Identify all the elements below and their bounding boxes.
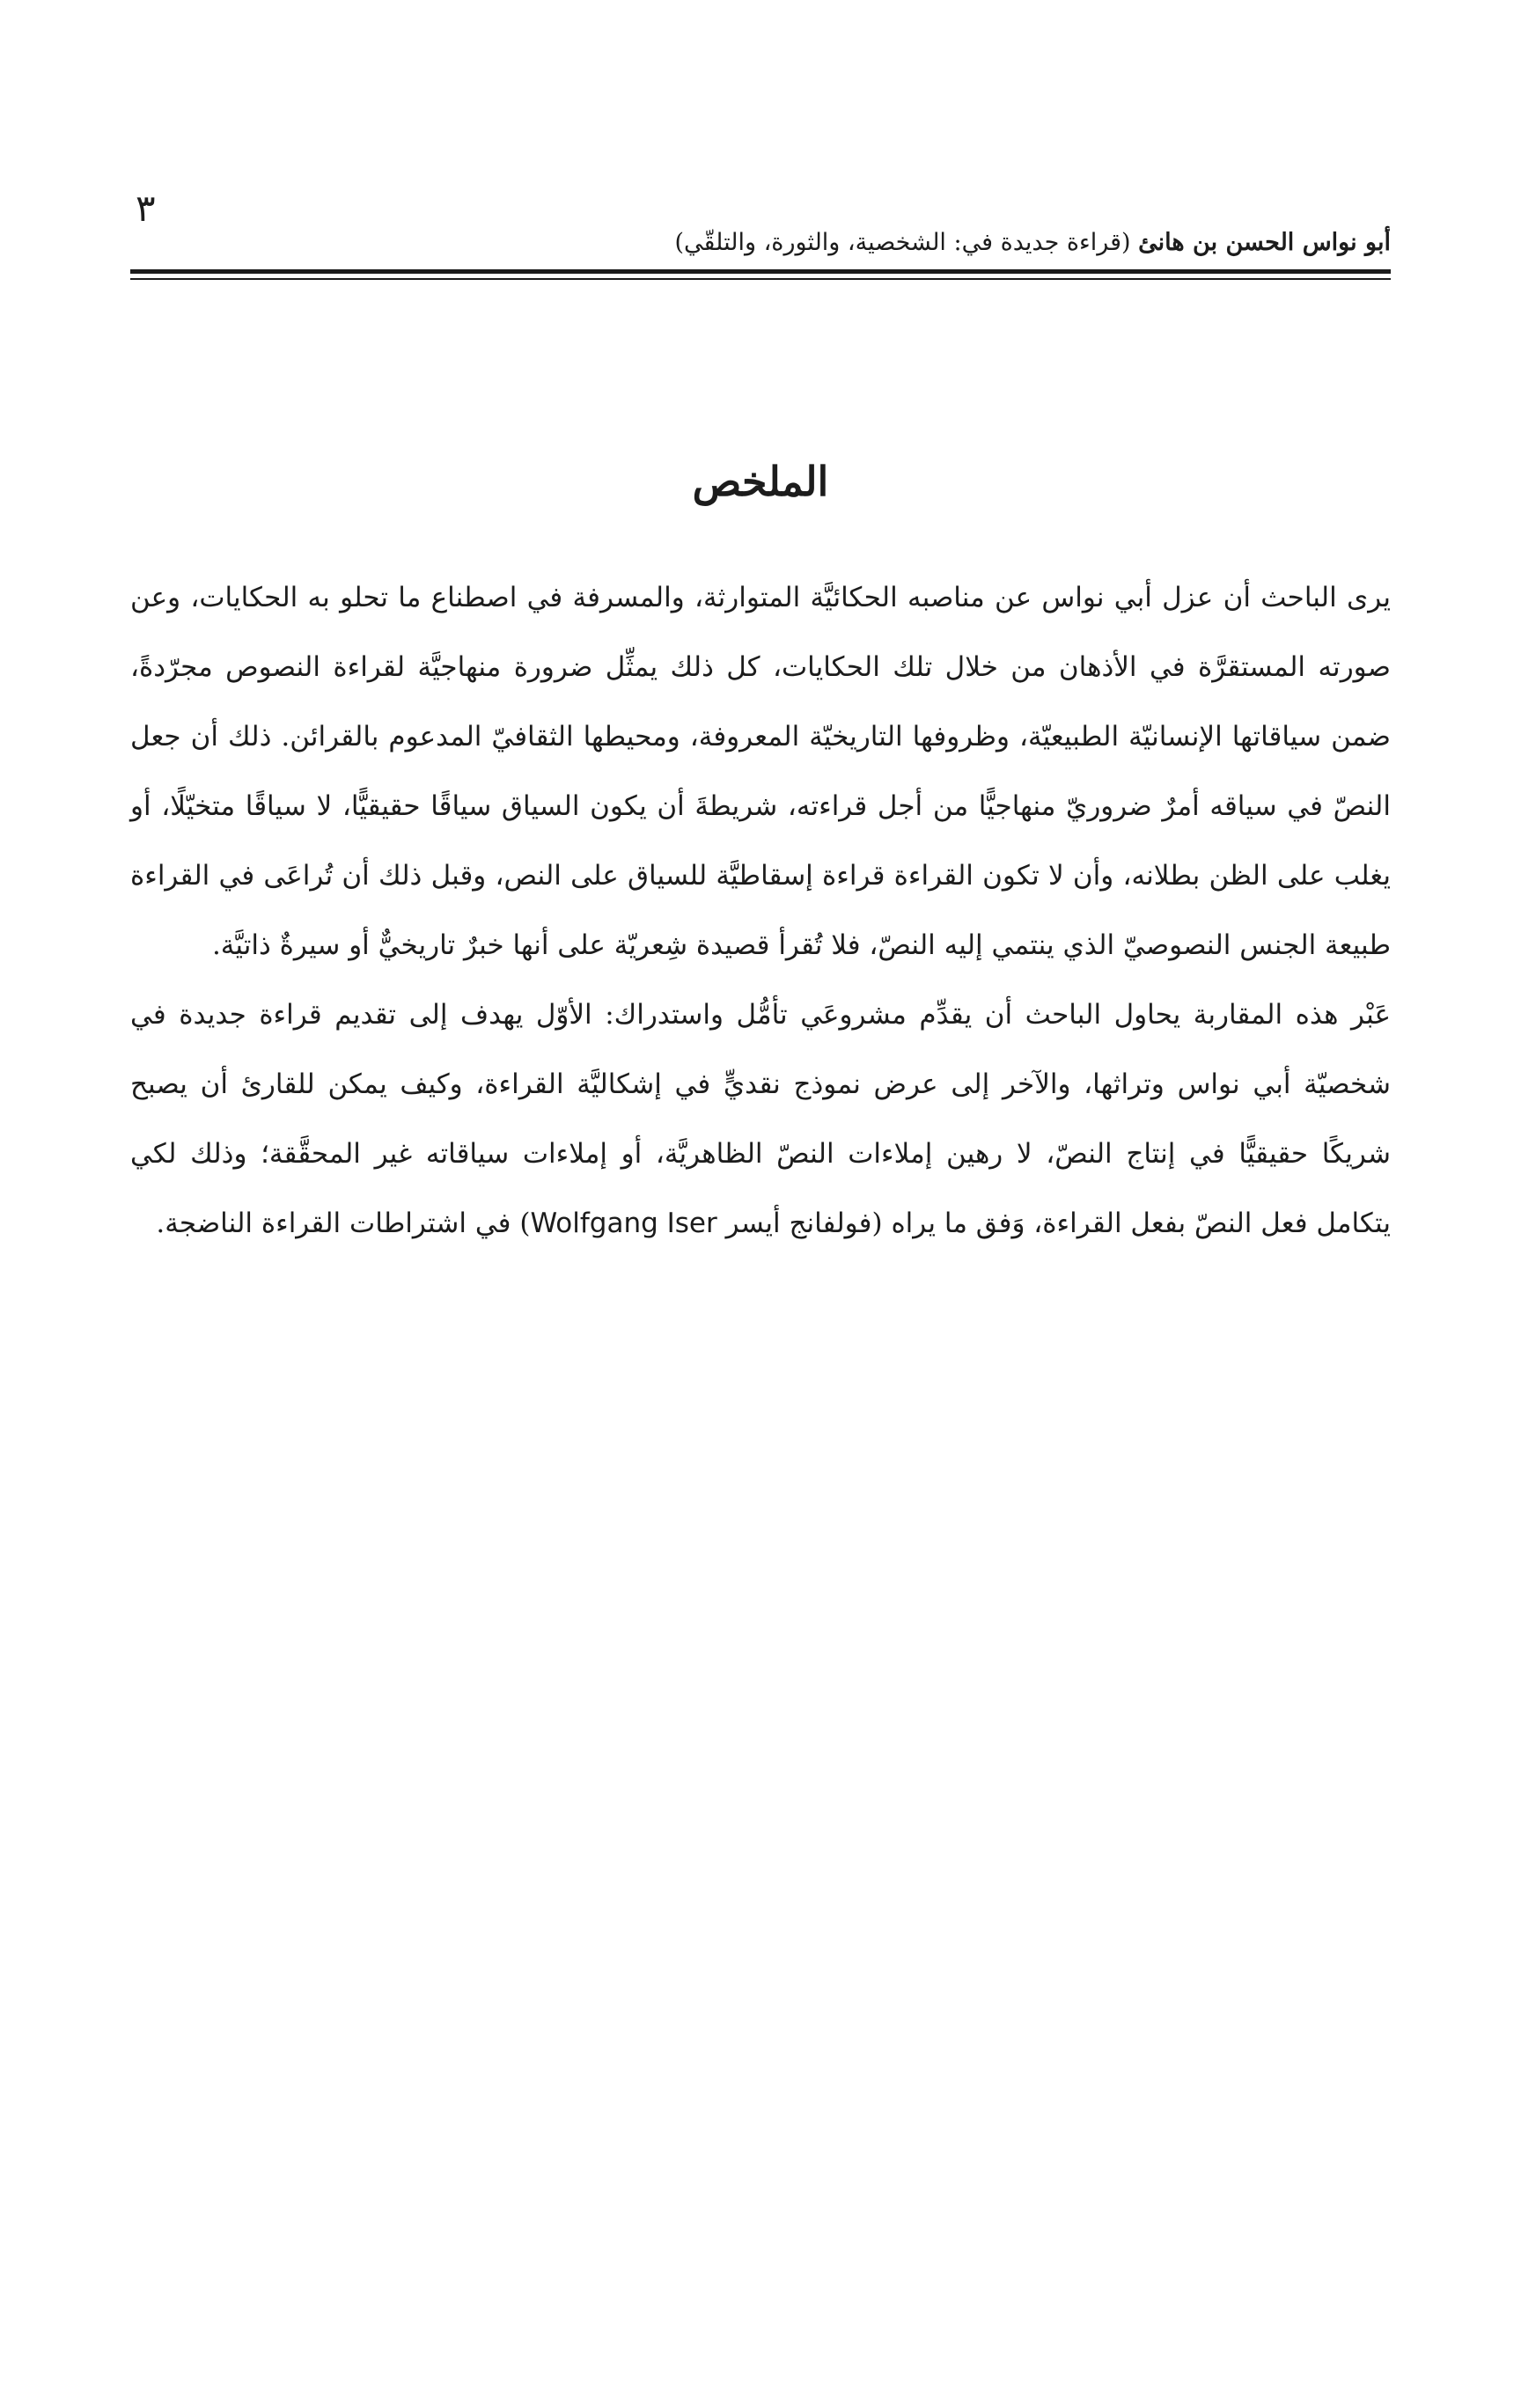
- header-rule-thin: [130, 278, 1391, 280]
- header-subtitle: (قراءة جديدة في: الشخصية، والثورة، والتلقّي): [674, 228, 1131, 256]
- running-header: [130, 187, 1391, 262]
- abstract-heading: الملخص: [692, 458, 829, 505]
- latin-name: Wolfgang Iser: [530, 1208, 717, 1239]
- paragraph-2-text: عَبْر هذه المقاربة يحاول الباحث أن يقدِّم مشروعَي تأمُّل واستدراك: الأوّل يهدف إلى تقديم قراءة جديدة في شخصيّة أبي نواس وتراثها، والآخر إلى عرض نموذج نقديٍّ في إشكاليَّة القراءة، وكيف يمكن للقارئ أن يصبح شريكًا حقيقيًّا في إنتاج النصّ، لا رهين إملاءات النصّ الظاهريَّة، أو إملاءات سياقاته غير المحقَّقة؛ وذلك لكي يتكامل فعل النصّ بفعل القراءة، وَفق ما يراه (فولفانج أيسر: [130, 999, 1391, 1239]
- abstract-body: [130, 563, 1391, 1259]
- page-number: ٣: [136, 187, 156, 230]
- header-title: [674, 229, 1391, 257]
- header-author: أبو نواس الحسن بن هانئ: [1138, 228, 1391, 256]
- paragraph-2-ending: ) في اشتراطات القراءة الناضجة.: [156, 1208, 531, 1239]
- header-rule-thick: [130, 269, 1391, 274]
- abstract-paragraph-2: [130, 980, 1391, 1259]
- abstract-paragraph-1: يرى الباحث أن عزل أبي نواس عن مناصبه الحكائيَّة المتوارثة، والمسرفة في اصطناع ما تحلو به الحكايات، وعن صورته المستقرَّة في الأذهان من خلال تلك الحكايات، كل ذلك يمثِّل ضرورة منهاجيَّة لقراءة النصوص مجرّدةً، ضمن سياقاتها الإنسانيّة الطبيعيّة، وظروفها التاريخيّة المعروفة، ومحيطها الثقافيّ المدعوم بالقرائن. ذلك أن جعل النصّ في سياقه أمرٌ ضروريّ منهاجيًّا من أجل قراءته، شريطةَ أن يكون السياق سياقًا حقيقيًّا، لا سياقًا متخيّلًا، أو يغلب على الظن بطلانه، وأن لا تكون القراءة قراءة إسقاطيَّة للسياق على النص، وقبل ذلك أن تُراعَى في القراءة طبيعة الجنس النصوصيّ الذي ينتمي إليه النصّ، فلا تُقرأ قصيدة شِعريّة على أنها خبرٌ تاريخيٌّ أو سيرةٌ ذاتيَّة.: [130, 582, 1391, 961]
